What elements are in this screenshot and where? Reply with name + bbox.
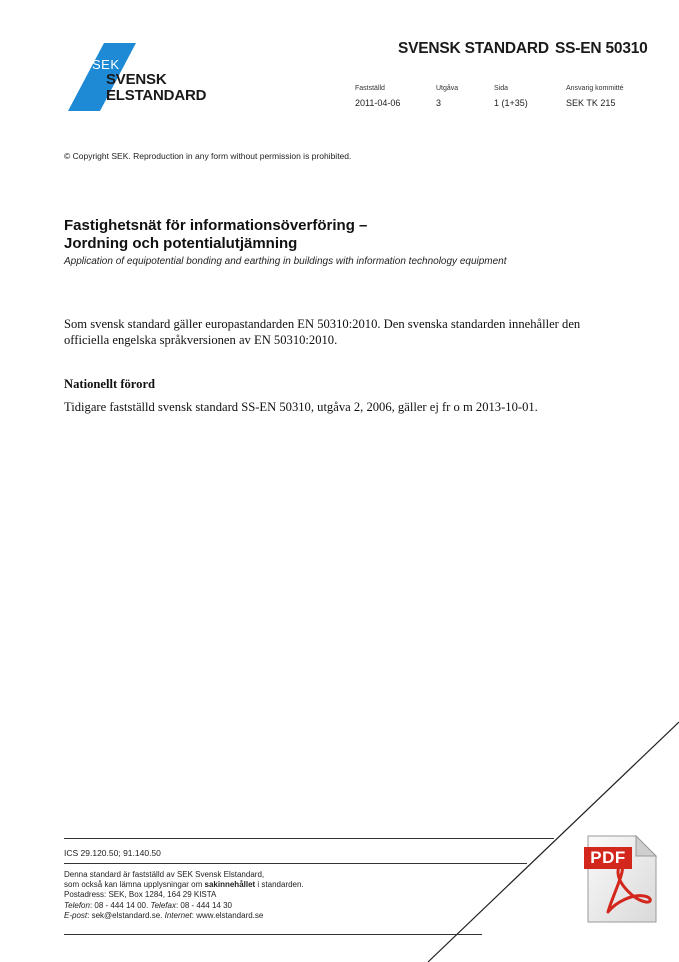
meta-label-kommitte: Ansvarig kommitté — [566, 85, 624, 92]
meta-value-utgava: 3 — [436, 98, 442, 108]
web-label: Internet — [164, 911, 192, 920]
pdf-label: PDF — [584, 847, 632, 869]
document-title-line2: Jordning och potentialutjämning — [64, 235, 298, 252]
standard-title: SVENSK STANDARD — [398, 40, 549, 57]
footer-postal-address: Postadress: SEK, Box 1284, 164 29 KISTA — [64, 890, 217, 899]
web-address: : www.elstandard.se — [191, 911, 264, 920]
meta-label-fastställd: Fastställd — [355, 85, 385, 92]
meta-value-sida: 1 (1+35) — [494, 98, 528, 108]
footer-line2-bold: sakinnehållet — [204, 880, 256, 889]
footer-contact-line — [64, 911, 263, 921]
logo-abbr: SEK — [92, 57, 120, 72]
meta-value-kommitte: SEK TK 215 — [566, 98, 616, 108]
document-title-line1: Fastighetsnät för informationsöverföring – — [64, 217, 368, 234]
foreword-text: Tidigare fastställd svensk standard SS-EN 50310, utgåva 2, 2006, gäller ej fr o m 2013-10-01. — [64, 400, 538, 414]
fax-number: : 08 - 444 14 30 — [175, 901, 232, 910]
phone-label: Telefon — [64, 901, 90, 910]
ics-codes: ICS 29.120.50; 91.140.50 — [64, 848, 161, 858]
document-subtitle: Application of equipotential bonding and earthing in buildings with information technology equipment — [64, 256, 507, 267]
footer-line2-pre: som också kan lämna upplysningar om — [64, 880, 205, 889]
logo-line2: ELSTANDARD — [106, 87, 207, 104]
intro-paragraph: Som svensk standard gäller europastandarden EN 50310:2010. Den svenska standarden innehåller den officiella engelska språkversionen av EN 50310:2010. — [64, 317, 581, 347]
foreword-heading: Nationellt förord — [64, 377, 156, 391]
footer-line2-post: i standarden. — [255, 880, 304, 889]
meta-label-sida: Sida — [494, 85, 509, 92]
email-address: : sek@elstandard.se. — [87, 911, 165, 920]
meta-label-utgava: Utgåva — [436, 85, 459, 92]
copyright-notice: © Copyright SEK. Reproduction in any form without permission is prohibited. — [64, 151, 352, 161]
footer-line2 — [64, 880, 304, 890]
standard-number: SS-EN 50310 — [555, 40, 648, 57]
sek-logo — [68, 43, 208, 113]
footer-divider-top — [64, 838, 554, 839]
email-label: E-post — [64, 911, 88, 920]
fax-label: Telefax — [150, 901, 176, 910]
meta-value-fastställd: 2011-04-06 — [355, 98, 401, 108]
phone-number: : 08 - 444 14 00. — [89, 901, 151, 910]
footer-phone-line — [64, 901, 232, 911]
footer-line1: Denna standard är fastställd av SEK Svensk Elstandard, — [64, 870, 265, 879]
logo-line1: SVENSK — [106, 71, 167, 88]
footer-divider-bottom — [64, 934, 482, 935]
footer-divider-middle — [64, 863, 527, 864]
